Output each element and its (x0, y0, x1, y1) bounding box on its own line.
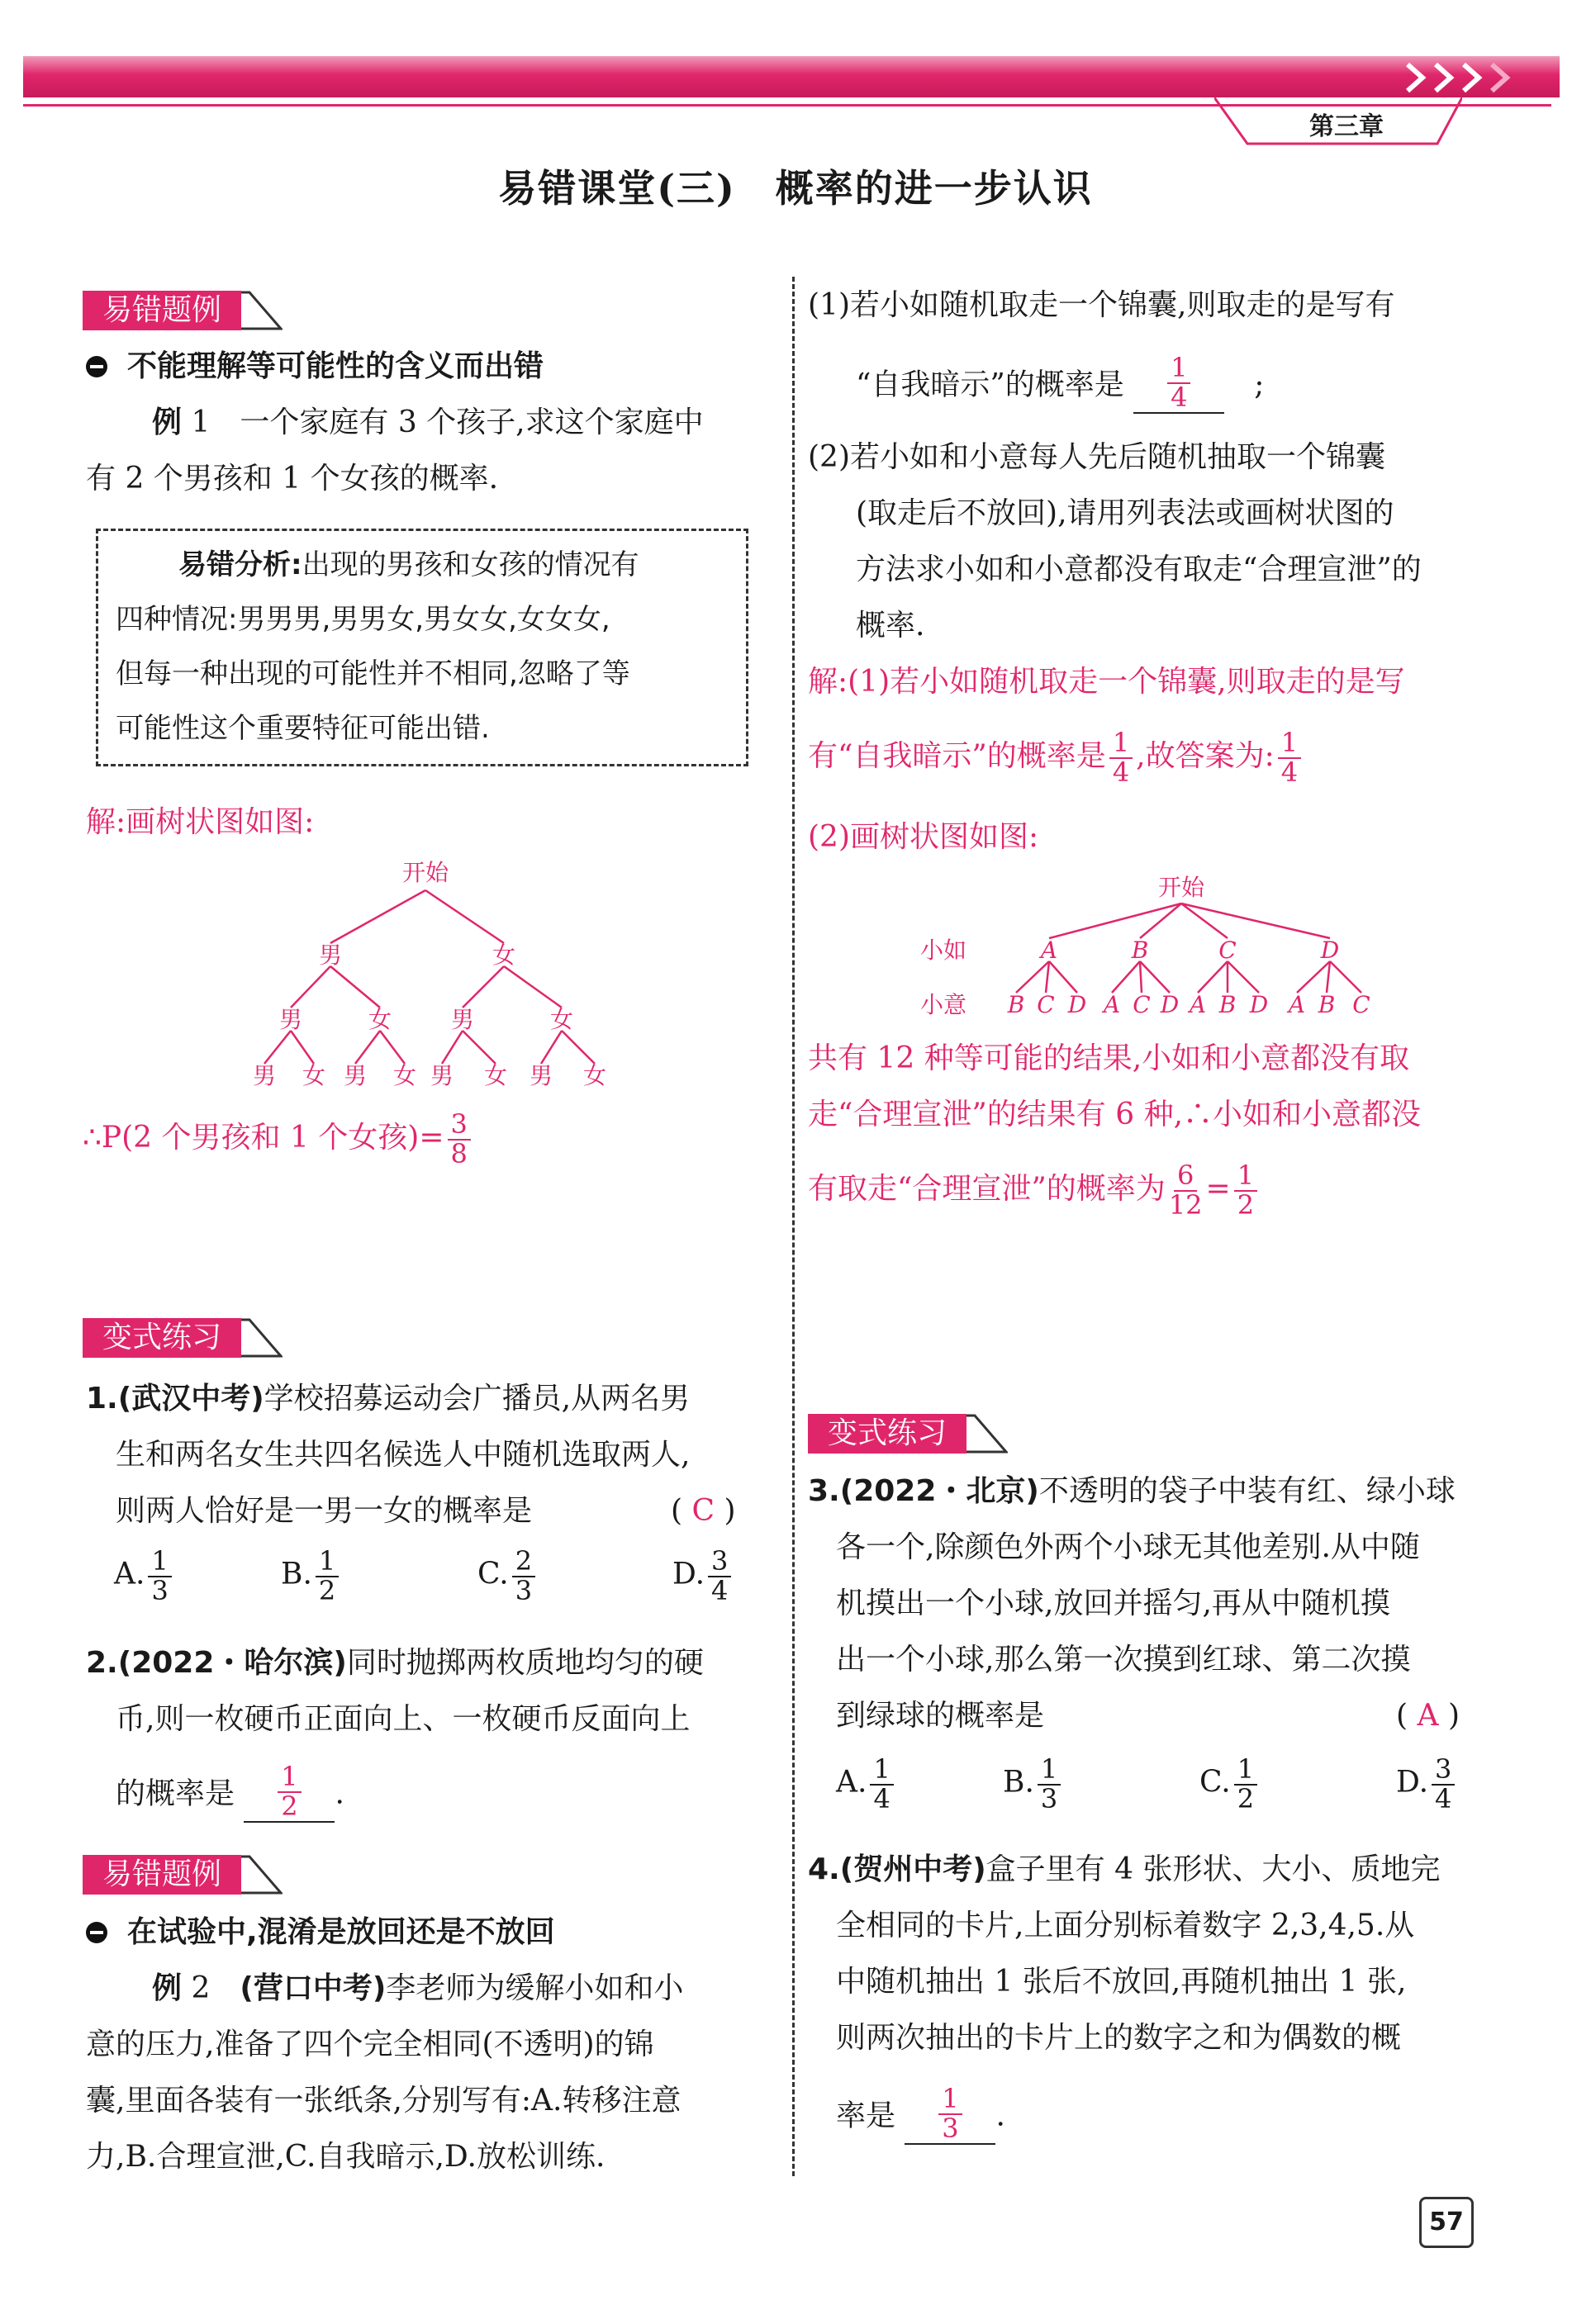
tree1-l3-node: 女 (483, 1062, 508, 1089)
tree1-root: 开始 (401, 859, 449, 886)
solution2-tree-intro: (2)画树状图如图: (808, 820, 1039, 854)
part1-line1: (1)若小如随机取走一个锦囊,则取走的是写有 (808, 288, 1395, 322)
analysis-line3: 但每一种出现的可能性并不相同,忽略了等 (116, 657, 630, 690)
analysis-line4: 可能性这个重要特征可能出错. (116, 712, 490, 745)
tree2-l2-node: D (1160, 991, 1180, 1018)
q1-option-b: B. $\frac{1}{2}$ (281, 1548, 342, 1605)
q1-answer: ( C ) (671, 1494, 736, 1528)
tree1-l1-node: 男 (318, 941, 343, 969)
part2-line1: (2)若小如和小意每人先后随机抽取一个锦囊 (808, 440, 1385, 474)
tree2-l1-node: A (1040, 937, 1058, 964)
page-title: 易错课堂(三) 概率的进一步认识 (498, 166, 1093, 211)
solution2-line2: 有“自我暗示”的概率是 $\frac{1}{4}$ ,故答案为: $\frac{1}{4}$ (808, 728, 1304, 787)
q3-line1: 3.(2022・北京)不透明的袋子中装有红、绿小球 (808, 1474, 1456, 1508)
q1-option-a: A. $\frac{1}{3}$ (114, 1548, 175, 1605)
tree1-l2-node: 女 (368, 1006, 392, 1033)
column-divider (792, 277, 795, 2176)
tree1-l1-node: 女 (492, 941, 516, 969)
tree2-row-label: 小如 (920, 937, 967, 964)
tree1-l3-node: 男 (529, 1062, 553, 1089)
tree-diagram-2 (909, 867, 1388, 1024)
q3-line5: 到绿球的概率是 (836, 1699, 1045, 1733)
q2-line1: 2.(2022・哈尔滨)同时抛掷两枚质地均匀的硬 (86, 1646, 704, 1680)
example2-line3: 囊,里面各装有一张纸条,分别写有:A.转移注意 (86, 2084, 682, 2118)
tree2-row-label: 小意 (920, 991, 967, 1018)
q3-answer: ( A ) (1396, 1699, 1460, 1733)
tree1-l2-node: 女 (549, 1006, 574, 1033)
conclusion-line3: 有取走“合理宣泄”的概率为 $\frac{6}{12}$ = $\frac{1}{2}$ (808, 1161, 1261, 1220)
q1-option-c: C. $\frac{2}{3}$ (477, 1548, 539, 1605)
example1-line2: 有 2 个男孩和 1 个女孩的概率. (86, 462, 499, 496)
part1-line2: “自我暗示”的概率是 $\frac{1}{4}$ ; (856, 352, 1265, 413)
tree2-l2-node: A (1288, 991, 1306, 1018)
tree2-l1-node: C (1218, 937, 1237, 964)
tree2-l2-node: A (1103, 991, 1121, 1018)
tag-slash-icon (966, 1414, 1008, 1454)
solution1-intro: 解:画树状图如图: (86, 805, 315, 839)
part2-line3: 方法求小如和小意都没有取走“合理宣泄”的 (856, 553, 1422, 586)
q4-line2: 全相同的卡片,上面分别标着数字 2,3,4,5.从 (836, 1909, 1415, 1942)
tree1-l2-node: 男 (278, 1006, 303, 1033)
q4-line4: 则两次抽出的卡片上的数字之和为偶数的概 (836, 2021, 1402, 2055)
tree2-l2-node: C (1037, 991, 1055, 1018)
q3-option-d: D. $\frac{3}{4}$ (1396, 1756, 1458, 1813)
tree1-l3-node: 女 (392, 1062, 417, 1089)
q4-line3: 中随机抽出 1 张后不放回,再随机抽出 1 张, (836, 1965, 1407, 1999)
q4-line1: 4.(贺州中考)盒子里有 4 张形状、大小、质地完 (808, 1852, 1441, 1886)
tree2-l2-node: D (1249, 991, 1269, 1018)
part2-line4: 概率. (856, 609, 925, 643)
q2-answer-blank: $\frac{1}{2}$ (244, 1762, 335, 1823)
example2-line1: 例 2 (营口中考)李老师为缓解小如和小 (152, 1971, 684, 2005)
page-number: 57 (1419, 2197, 1474, 2248)
tree-diagram-1 (231, 851, 620, 1090)
tree2-l1-node: B (1131, 937, 1149, 964)
section-heading-1: 不能理解等可能性的含义而出错 (86, 339, 544, 395)
part2-line2: (取走后不放回),请用列表法或画树状图的 (856, 496, 1394, 530)
q3-option-a: A. $\frac{1}{4}$ (836, 1756, 897, 1813)
section-heading-2: 在试验中,混淆是放回还是不放回 (86, 1904, 555, 1961)
section-bullet-icon (86, 356, 107, 377)
q2-line3: 的概率是 $\frac{1}{2}$ . (116, 1761, 344, 1822)
conclusion-line2: 走“合理宣泄”的结果有 6 种,∴小如和小意都没 (808, 1098, 1422, 1131)
q3-line2: 各一个,除颜色外两个小球无其他差别.从中随 (836, 1530, 1420, 1564)
tree1-l3-node: 男 (343, 1062, 368, 1089)
result1: ∴P(2 个男孩和 1 个女孩)= $\frac{3}{8}$ (83, 1110, 474, 1169)
example2-line4: 力,B.合理宣泄,C.自我暗示,D.放松训练. (86, 2140, 606, 2174)
analysis-line2: 四种情况:男男男,男男女,男女女,女女女, (116, 603, 610, 636)
tree2-l2-node: C (1352, 991, 1370, 1018)
q4-line5: 率是 $\frac{1}{3}$ . (836, 2083, 1005, 2144)
header-band (23, 56, 1560, 97)
part1-answer-blank: $\frac{1}{4}$ (1133, 353, 1224, 414)
q4-answer-blank: $\frac{1}{3}$ (905, 2084, 995, 2145)
tree2-root: 开始 (1157, 874, 1205, 901)
tree1-l3-node: 女 (582, 1062, 607, 1089)
section-bullet-icon (86, 1922, 107, 1943)
tree1-l3-node: 男 (252, 1062, 277, 1089)
chapter-label: 第三章 (1309, 112, 1384, 141)
tag-slash-icon (241, 1318, 283, 1358)
q1-line1: 1.(武汉中考)学校招募运动会广播员,从两名男 (86, 1382, 691, 1416)
analysis-line1: 易错分析:出现的男孩和女孩的情况有 (178, 548, 639, 581)
example1-line1: 例 1 一个家庭有 3 个孩子,求这个家庭中 (152, 406, 704, 439)
conclusion-line1: 共有 12 种等可能的结果,小如和小意都没有取 (808, 1041, 1410, 1075)
q3-line4: 出一个小球,那么第一次摸到红球、第二次摸 (836, 1643, 1411, 1677)
tree2-l2-node: D (1067, 991, 1087, 1018)
q3-option-c: C. $\frac{1}{2}$ (1199, 1756, 1261, 1813)
q1-line3: 则两人恰好是一男一女的概率是 (116, 1494, 533, 1528)
solution2-line1: 解:(1)若小如随机取走一个锦囊,则取走的是写 (808, 665, 1405, 699)
tree1-l2-node: 男 (450, 1006, 475, 1033)
q1-line2: 生和两名女生共四名候选人中随机选取两人, (116, 1438, 691, 1472)
tree2-l2-node: A (1189, 991, 1207, 1018)
example2-line2: 意的压力,准备了四个完全相同(不透明)的锦 (86, 2028, 654, 2061)
tree2-l2-node: B (1318, 991, 1336, 1018)
tree2-l2-node: C (1133, 991, 1151, 1018)
tree2-l2-node: B (1007, 991, 1025, 1018)
q3-line3: 机摸出一个小球,放回并摇匀,再从中随机摸 (836, 1586, 1390, 1620)
tree1-l3-node: 女 (302, 1062, 326, 1089)
tag-slash-icon (241, 1855, 283, 1895)
tree1-l3-node: 男 (430, 1062, 454, 1089)
q3-option-b: B. $\frac{1}{3}$ (1003, 1756, 1064, 1813)
tag-slash-icon (241, 291, 283, 330)
q1-option-d: D. $\frac{3}{4}$ (672, 1548, 734, 1605)
tree2-l2-node: B (1218, 991, 1237, 1018)
tree2-l1-node: D (1320, 937, 1340, 964)
chevron-arrows-icon (1404, 61, 1528, 94)
q2-line2: 币,则一枚硬币正面向上、一枚硬币反面向上 (116, 1702, 691, 1736)
